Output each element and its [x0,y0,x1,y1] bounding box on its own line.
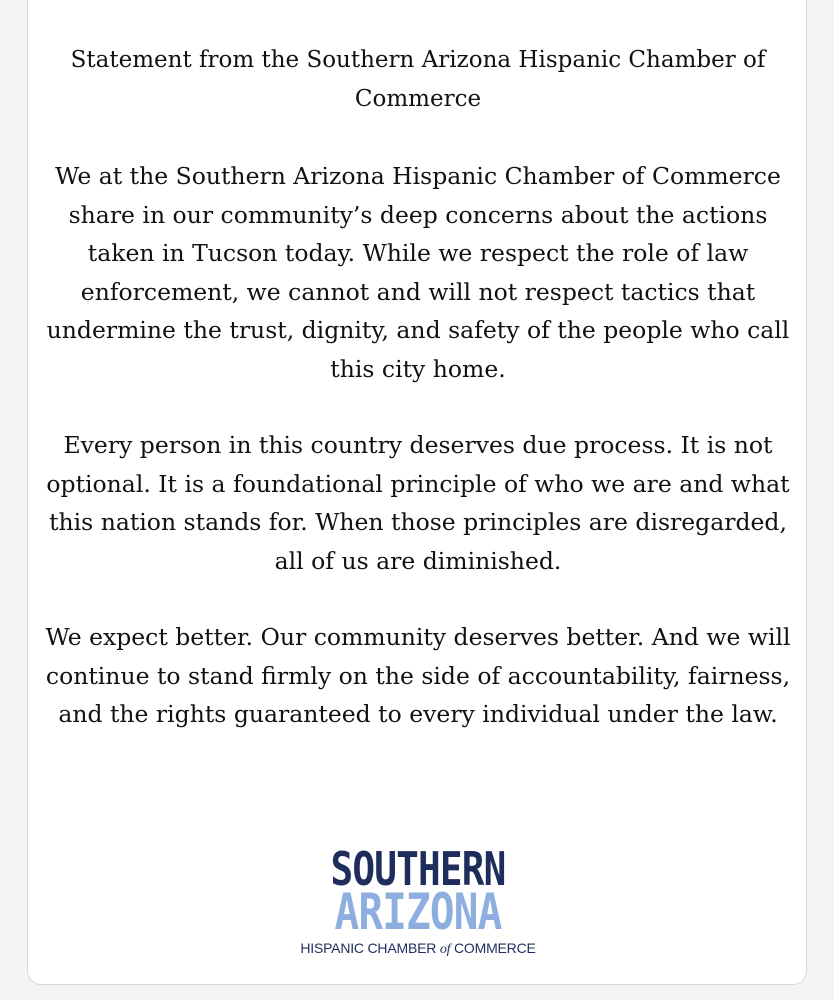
logo-southern: SOUTHERN [330,842,506,896]
statement-paragraph-3: We expect better. Our community deserves better. And we will continue to stand firmly on the side of accountability, fairness, and the rights guaranteed to every individual under the law. [45,623,791,728]
statement-body [28,41,808,734]
logo-tagline-post: COMMERCE [450,940,536,956]
logo-tagline-of: of [439,942,451,957]
logo-tagline-pre: HISPANIC CHAMBER [300,940,440,956]
logo-arizona: ARIZONA [334,883,502,941]
logo-tagline [28,939,808,959]
chamber-logo [28,842,808,959]
statement-card [27,0,807,985]
statement-title: Statement from the Southern Arizona Hispanic Chamber of Commerce [70,47,766,112]
statement-paragraph-2: Every person in this country deserves due process. It is not optional. It is a foundational principle of who we are and what this nation stands for. When those principles are disregarded, all of us are diminished. [46,431,790,575]
statement-paragraph-1: We at the Southern Arizona Hispanic Chamber of Commerce share in our community’s deep concerns about the actions taken in Tucson today. While we respect the role of law enforcement, we cannot and will not respect tactics that undermine the trust, dignity, and safety of the people who call this city home. [46,162,790,383]
